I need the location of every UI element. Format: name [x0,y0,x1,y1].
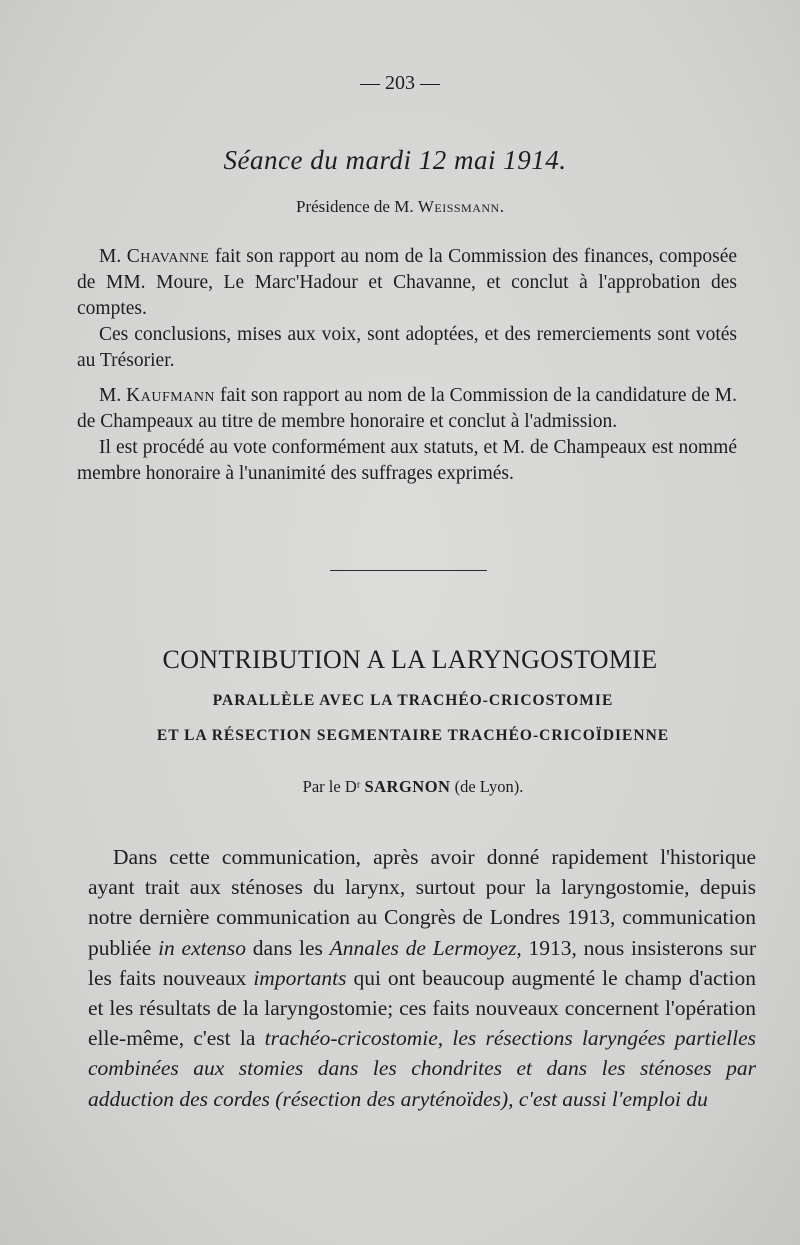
page-number: — 203 — [360,72,440,94]
body-text-1: Dans cette communication, après avoir donné rapidement l'historique ayant trait aux sténoses du larynx, surtout pour la laryngostomie, depuis notre dernière communication au Congrès de Londres 1913, communication publiée [88,845,756,960]
minutes-paragraph-1 [77,244,737,322]
byline-author: SARGNON [364,777,451,796]
minutes-paragraph-4: Il est procédé au vote conformément aux statuts, et M. de Champeaux est nommé membre honoraire à l'unanimité des suffrages exprimés. [77,437,737,484]
section-divider [330,570,487,571]
minutes-p1-prefix: M. [99,246,127,267]
minutes-paragraph-3 [77,383,737,435]
body-text-2: dans les [246,935,330,960]
presidence-suffix: . [499,197,504,216]
article-byline [0,777,800,797]
minutes-p3-name: Kaufmann [126,385,216,406]
minutes-p3-prefix: M. [99,385,127,406]
article-paragraph [88,842,756,1114]
meeting-minutes [77,244,737,487]
presidence-line [0,197,800,217]
minutes-paragraph-2: Ces conclusions, mises aux voix, sont adoptées, et des remerciements sont votés au Trésorier. [77,324,737,371]
article-body [88,842,756,1114]
seance-title: Séance du mardi 12 mai 1914. [223,145,567,175]
minutes-p3-text: fait son rapport au nom de la Commission de la candidature de M. de Champeaux au titre de membre honoraire et conclut à l'admission. [77,385,737,432]
minutes-p1-name: Chavanne [126,246,210,267]
presidence-prefix: Présidence de M. [296,197,418,216]
minutes-p1-text: fait son rapport au nom de la Commission des finances, composée de MM. Moure, Le Marc'Hadour et Chavanne, et conclut à l'approbation des comptes. [77,246,737,319]
body-italic-1: in extenso [158,935,247,960]
byline-prefix: Par le Dʳ [302,777,365,796]
body-italic-3: importants [253,965,347,990]
body-text-4: qui ont beaucoup augmenté le champ d'action et les résultats de la laryngostomie; ces faits nouveaux concernent l'opération elle-même, c'est la [88,965,756,1051]
byline-suffix: (de Lyon). [450,777,524,796]
body-text-3: , 1913, nous insisterons sur les faits nouveaux [88,935,756,990]
article-subtitle-1: PARALLÈLE AVEC LA TRACHÉO-CRICOSTOMIE [212,692,614,709]
article-subtitle-2: ET LA RÉSECTION SEGMENTAIRE TRACHÉO-CRICOÏDIENNE [156,727,670,744]
body-text-5 [502,1056,517,1080]
body-italic-4: trachéo-cricostomie, les résections laryngées partielles combinées aux stomies dans les chondrites [88,1026,756,1081]
article-title: CONTRIBUTION A LA LARYNGOSTOMIE [162,645,658,674]
body-italic-2: Annales de Lermoyez [329,935,517,960]
body-italic-5: et dans les sténoses par adduction des cordes (résection des aryténoïdes), c'est aussi l'emploi du [88,1056,756,1111]
president-name: Weissmann [417,197,500,216]
